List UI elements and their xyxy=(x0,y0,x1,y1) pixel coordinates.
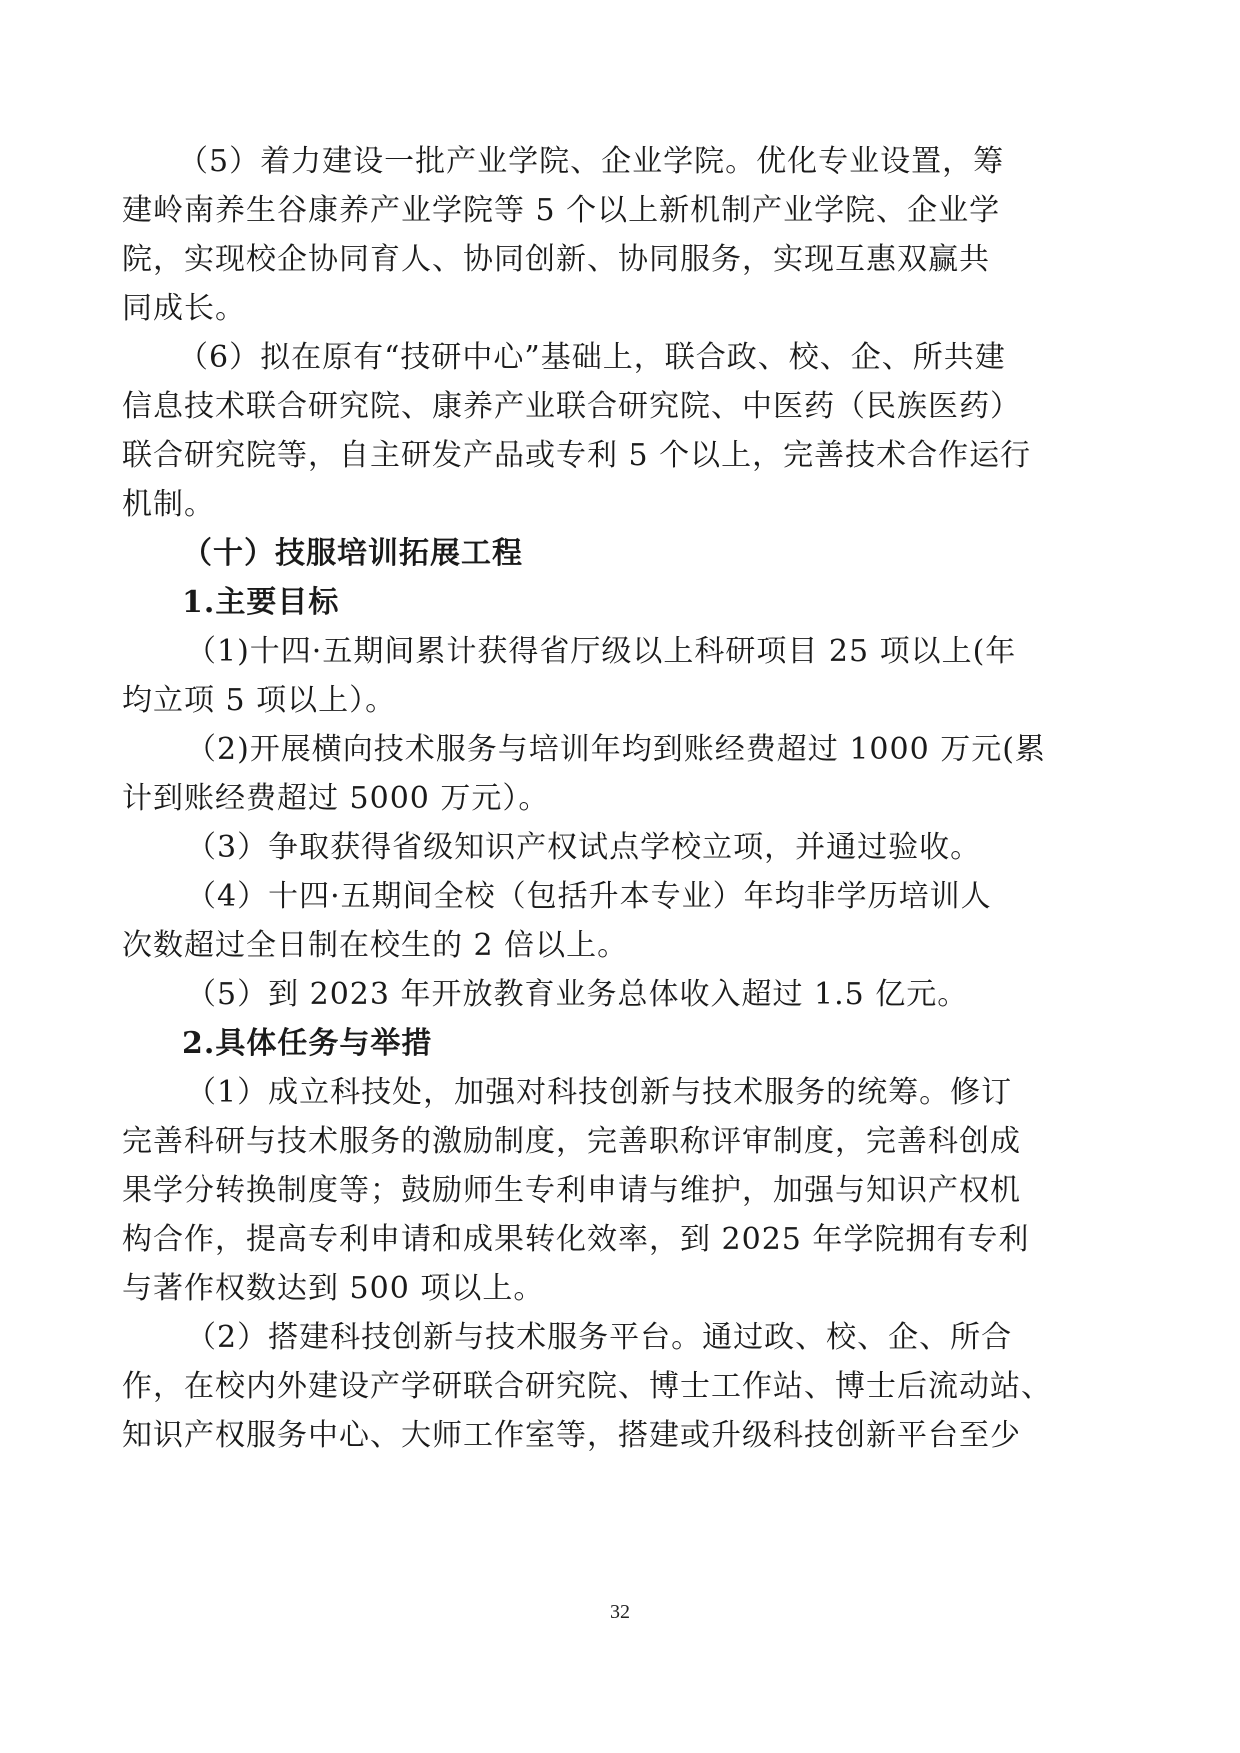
p5-line-4: 同成长。 xyxy=(122,291,246,326)
subheading-tasks: 2.具体任务与举措 xyxy=(182,1026,433,1061)
task2-line-2: 作，在校内外建设产学研联合研究院、博士工作站、博士后流动站、 xyxy=(122,1369,1052,1404)
goal4-line-2: 次数超过全日制在校生的 2 倍以上。 xyxy=(122,928,629,963)
goal3-line-1: （3）争取获得省级知识产权试点学校立项，并通过验收。 xyxy=(186,830,982,865)
p6-line-3: 联合研究院等，自主研发产品或专利 5 个以上，完善技术合作运行 xyxy=(122,438,1032,473)
task2-line-3: 知识产权服务中心、大师工作室等，搭建或升级科技创新平台至少 xyxy=(122,1418,1021,1453)
goal2-line-1: （2)开展横向技术服务与培训年均到账经费超过 1000 万元(累 xyxy=(186,732,1046,767)
p5-line-1: （5）着力建设一批产业学院、企业学院。优化专业设置，筹 xyxy=(178,144,1005,179)
task2-line-1: （2）搭建科技创新与技术服务平台。通过政、校、企、所合 xyxy=(186,1320,1013,1355)
task1-line-5: 与著作权数达到 500 项以上。 xyxy=(122,1271,545,1306)
section-heading: （十）技服培训拓展工程 xyxy=(182,536,523,571)
task1-line-4: 构合作，提高专利申请和成果转化效率，到 2025 年学院拥有专利 xyxy=(122,1222,1030,1257)
task1-line-2: 完善科研与技术服务的激励制度，完善职称评审制度，完善科创成 xyxy=(122,1124,1021,1159)
p6-line-2: 信息技术联合研究院、康养产业联合研究院、中医药（民族医药） xyxy=(122,389,1021,424)
goal2-line-2: 计到账经费超过 5000 万元）。 xyxy=(122,781,550,816)
p5-line-3: 院，实现校企协同育人、协同创新、协同服务，实现互惠双赢共 xyxy=(122,242,990,277)
page-number: 32 xyxy=(610,1601,630,1623)
task1-line-3: 果学分转换制度等；鼓励师生专利申请与维护，加强与知识产权机 xyxy=(122,1173,1021,1208)
goal5-line-1: （5）到 2023 年开放教育业务总体收入超过 1.5 亿元。 xyxy=(186,977,969,1012)
subheading-goals: 1.主要目标 xyxy=(182,585,340,620)
p6-line-4: 机制。 xyxy=(122,487,215,522)
goal1-line-2: 均立项 5 项以上）。 xyxy=(122,683,397,718)
task1-line-1: （1）成立科技处，加强对科技创新与技术服务的统筹。修订 xyxy=(186,1075,1013,1110)
p6-line-1: （6）拟在原有“技研中心”基础上，联合政、校、企、所共建 xyxy=(178,340,1006,375)
goal1-line-1: （1)十四·五期间累计获得省厅级以上科研项目 25 项以上(年 xyxy=(186,634,1017,669)
p5-line-2: 建岭南养生谷康养产业学院等 5 个以上新机制产业学院、企业学 xyxy=(122,193,1001,228)
goal4-line-1: （4）十四·五期间全校（包括升本专业）年均非学历培训人 xyxy=(186,879,992,914)
